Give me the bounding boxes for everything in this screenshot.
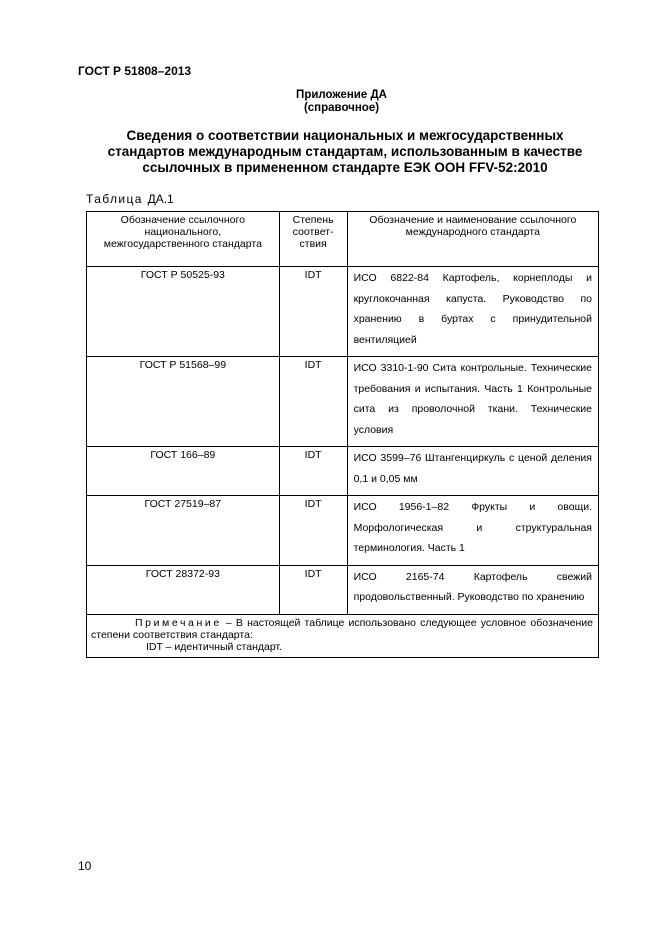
row-degree: IDT	[279, 357, 347, 447]
row-code: ГОСТ Р 50525-93	[87, 267, 280, 357]
note-text-1: – В настоящей таблице использовано следующее условное обозначение	[221, 616, 593, 629]
table-row	[87, 357, 599, 447]
table-row	[87, 565, 599, 614]
heading-line-3: ссылочных в примененном стандарте ЕЭК ООН FFV-52:2010	[142, 160, 548, 175]
reference-standards-table	[86, 211, 599, 658]
row-degree: IDT	[279, 267, 347, 357]
annex-title: Приложение ДА	[296, 89, 387, 101]
note-label: Примечание	[135, 616, 222, 629]
row-code: ГОСТ 28372-93	[87, 565, 280, 614]
table-caption-word: Таблица	[86, 192, 143, 206]
header-degree: Степень соответ-ствия	[279, 212, 347, 267]
table-row	[87, 447, 599, 496]
table-note	[87, 614, 599, 657]
document-code: ГОСТ Р 51808–2013	[78, 64, 192, 78]
row-degree: IDT	[279, 565, 347, 614]
table-caption-number: ДА.1	[147, 192, 174, 206]
row-international-name: ИСО 6822-84 Картофель, корнеплоды и круглокочанная капуста. Руководство по хранению в буртах с принудительной вентиляцией	[347, 267, 598, 357]
note-line-2: степени соответствия стандарта:	[91, 628, 253, 641]
header-international-standard: Обозначение и наименование ссылочного международного стандарта	[347, 212, 598, 267]
annex-heading	[100, 128, 590, 176]
table-header-row	[87, 212, 599, 267]
row-international-name: ИСО 3310-1-90 Сита контрольные. Технические требования и испытания. Часть 1 Контрольные сита из проволочной ткани. Технические условия	[347, 357, 598, 447]
note-line-3: IDT – идентичный стандарт.	[146, 640, 283, 653]
note-line-1	[91, 617, 593, 629]
table-row	[87, 496, 599, 566]
table-caption	[86, 192, 174, 206]
header-national-standard: Обозначение ссылочного национального, межгосударственного стандарта	[87, 212, 280, 267]
annex-header	[0, 89, 661, 115]
row-code: ГОСТ 27519–87	[87, 496, 280, 566]
row-international-name: ИСО 2165-74 Картофель свежий продовольственный. Руководство по хранению	[347, 565, 598, 614]
annex-subtitle: (справочное)	[303, 102, 380, 114]
table-row	[87, 267, 599, 357]
row-international-name: ИСО 3599–76 Штангенциркуль с ценой деления 0,1 и 0,05 мм	[347, 447, 598, 496]
page-number: 10	[78, 859, 92, 873]
table-note-row	[87, 614, 599, 657]
heading-line-2: стандартов международным стандартам, использованным в качестве	[107, 144, 583, 159]
row-international-name: ИСО 1956-1–82 Фрукты и овощи. Морфологическая и структуральная терминология. Часть 1	[347, 496, 598, 566]
row-degree: IDT	[279, 447, 347, 496]
row-code: ГОСТ 166–89	[87, 447, 280, 496]
heading-line-1: Сведения о соответствии национальных и межгосударственных	[126, 128, 564, 143]
row-degree: IDT	[279, 496, 347, 566]
row-code: ГОСТ Р 51568–99	[87, 357, 280, 447]
